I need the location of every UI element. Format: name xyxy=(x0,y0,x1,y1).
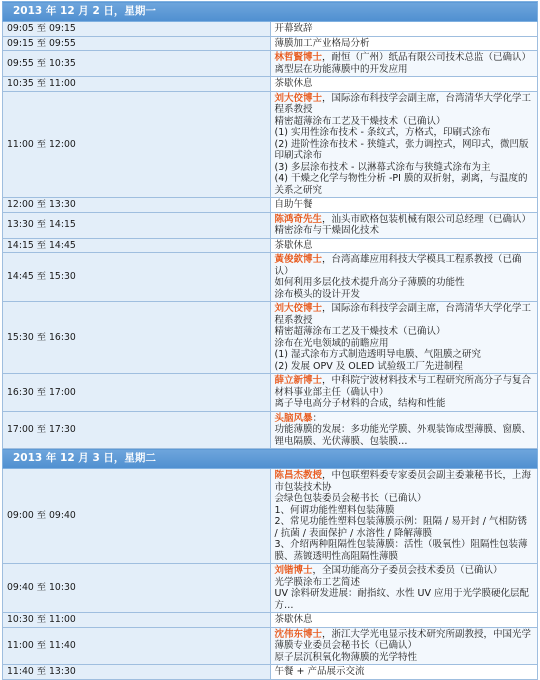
session-line xyxy=(275,303,534,326)
session-line xyxy=(275,588,534,611)
session-line xyxy=(275,240,534,252)
line-text: 2、常见功能性塑料包装薄膜示例：阻隔 / 易开封 / 气相防锈 / 抗菌 / 表面保护 / 水溶性 / 降解薄膜 xyxy=(274,516,528,539)
line-text: ，国际涂布科技学会副主席，台湾清华大学化学工程系教授 xyxy=(274,92,532,115)
line-text: 开幕致辞 xyxy=(274,23,313,34)
line-text: (1) 实用性涂布技术 - 条纹式，方格式，印刷式涂布 xyxy=(274,127,491,138)
session-line xyxy=(275,361,534,373)
session-time: 16:30 至 17:00 xyxy=(3,374,271,412)
session-time: 09:05 至 09:15 xyxy=(3,22,271,37)
session-line xyxy=(275,52,534,64)
session-time: 14:45 至 15:30 xyxy=(3,253,271,302)
day-header-row xyxy=(3,449,538,469)
session-line xyxy=(275,666,534,678)
line-text: ，汕头市欧格包装机械有限公司总经理（已确认） xyxy=(322,213,532,225)
session-content xyxy=(270,36,538,51)
line-text: 1、何谓功能性塑料包装薄膜 xyxy=(274,504,395,516)
session-line xyxy=(275,254,534,277)
line-text: 薄膜加工产业格局分析 xyxy=(274,37,370,49)
line-text: UV 涂料研发进展：耐指纹、水性 UV 应用于光学膜硬化层配方… xyxy=(274,588,529,611)
line-text: 离子导电高分子材料的合成，结构和性能 xyxy=(274,398,446,409)
session-content xyxy=(270,238,538,253)
session-line xyxy=(275,349,534,361)
session-row xyxy=(3,91,538,198)
line-text: 离型层在功能薄膜中的开发应用 xyxy=(274,63,408,75)
session-row xyxy=(3,411,538,449)
session-time: 17:00 至 17:30 xyxy=(3,411,271,449)
line-text: ，台湾高雄应用科技大学模具工程系教授（已确认） xyxy=(274,254,522,277)
session-row xyxy=(3,77,538,92)
session-content xyxy=(270,77,538,92)
session-row xyxy=(3,302,538,374)
session-line xyxy=(275,93,534,116)
day-header: 2013 年 12 月 2 日，星期一 xyxy=(3,2,538,22)
line-text: 精密涂布与干燥固化技术 xyxy=(274,225,380,236)
line-text: ： xyxy=(312,412,323,424)
session-time: 10:30 至 11:00 xyxy=(3,613,271,628)
session-line xyxy=(275,652,534,664)
speaker-name: 薛立新博士 xyxy=(274,375,323,386)
session-line xyxy=(275,38,534,50)
line-text: ，耐恒（广州）纸品有限公司技术总监（已确认） xyxy=(322,52,532,63)
session-row xyxy=(3,198,538,213)
speaker-name: 陈昌杰教授 xyxy=(274,470,323,481)
schedule-table xyxy=(2,1,538,680)
day-header: 2013 年 12 月 3 日，星期二 xyxy=(3,449,538,469)
session-row xyxy=(3,665,538,680)
session-line xyxy=(275,277,534,289)
speaker-name: 黃俊欽博士 xyxy=(274,254,323,265)
session-content xyxy=(270,212,538,238)
conference-schedule xyxy=(2,1,538,680)
session-line xyxy=(275,338,534,350)
session-row xyxy=(3,253,538,302)
line-text: 如何利用多层化技术提升高分子薄膜的功能性 xyxy=(274,277,465,288)
line-text: 茶歇休息 xyxy=(274,78,313,89)
line-text: 精密超薄涂布工艺及干燥技术（已确认） xyxy=(274,115,446,127)
speaker-name: 刘大佼博士 xyxy=(274,92,323,104)
session-row xyxy=(3,51,538,77)
session-time: 09:55 至 10:35 xyxy=(3,51,271,77)
session-row xyxy=(3,613,538,628)
session-content xyxy=(270,198,538,213)
session-row xyxy=(3,238,538,253)
session-line xyxy=(275,516,534,539)
session-content xyxy=(270,411,538,449)
session-line xyxy=(275,139,534,162)
line-text: ，中科院宁波材料技术与工程研究所高分子与复合材料事业部主任（确认中） xyxy=(274,375,532,398)
session-content xyxy=(270,469,538,564)
session-row xyxy=(3,36,538,51)
line-text: 涂布模头的设计开发 xyxy=(274,288,361,300)
session-content xyxy=(270,51,538,77)
session-line xyxy=(275,289,534,301)
session-line xyxy=(275,326,534,338)
session-line xyxy=(275,23,534,35)
line-text: 自助午餐 xyxy=(274,199,313,210)
speaker-name: 刘大佼博士 xyxy=(274,303,323,314)
line-text: 午餐 + 产品展示交流 xyxy=(274,666,365,677)
speaker-name: 沈伟东博士 xyxy=(274,628,323,640)
session-time: 09:00 至 09:40 xyxy=(3,469,271,564)
session-time: 13:30 至 14:15 xyxy=(3,212,271,238)
line-text: 茶歇休息 xyxy=(274,614,313,625)
speaker-name: 刘锴博士 xyxy=(274,565,313,576)
line-text: 功能薄膜的发展：多功能光学膜、外观装饰成型薄膜、窗膜、锂电隔膜、光伏薄膜、包装膜… xyxy=(274,424,532,447)
line-text: (3) 多层涂布技术 - 以淋幕式涂布与狭缝式涂布为主 xyxy=(274,161,491,173)
session-content xyxy=(270,302,538,374)
session-line xyxy=(275,470,534,493)
session-time: 15:30 至 16:30 xyxy=(3,302,271,374)
session-line xyxy=(275,375,534,398)
session-line xyxy=(275,629,534,652)
session-content xyxy=(270,253,538,302)
line-text: (4) 干燥之化学与物性分析 -PI 膜的双折射，剥离，与温度的关系之研究 xyxy=(274,173,528,196)
session-line xyxy=(275,493,534,505)
session-row xyxy=(3,469,538,564)
line-text: 茶歇休息 xyxy=(274,239,313,251)
line-text: (1) 湿式涂布方式制造透明导电膜、气阻膜之研究 xyxy=(274,349,481,360)
session-content xyxy=(270,91,538,198)
session-line xyxy=(275,505,534,517)
session-line xyxy=(275,398,534,410)
session-line xyxy=(275,162,534,174)
session-time: 11:40 至 13:30 xyxy=(3,665,271,680)
session-time: 09:40 至 10:30 xyxy=(3,564,271,613)
session-line xyxy=(275,577,534,589)
session-line xyxy=(275,127,534,139)
session-time: 11:00 至 11:40 xyxy=(3,627,271,665)
line-text: 3、介绍两种阻隔性包装薄膜：活性（吸氧性）阻隔性包装薄膜、蒸镀透明性高阻隔性薄膜 xyxy=(274,539,528,562)
line-text: 精密超薄涂布工艺及干燥技术（已确认） xyxy=(274,326,446,337)
line-text: ，浙江大学光电显示技术研究所副教授，中国光学薄膜专业委员会秘书长（已确认） xyxy=(274,628,532,651)
line-text: ，国际涂布科技学会副主席，台湾清华大学化学工程系教授 xyxy=(274,303,532,326)
session-row xyxy=(3,212,538,238)
session-line xyxy=(275,64,534,76)
speaker-name: 陈鸿奇先生 xyxy=(274,213,323,225)
day-header-row xyxy=(3,2,538,22)
session-row xyxy=(3,22,538,37)
session-time: 12:00 至 13:30 xyxy=(3,198,271,213)
line-text: (2) 进阶性涂布技术 - 狭缝式，张力调控式，网印式，微凹版印刷式涂布 xyxy=(274,138,529,161)
line-text: 会绿色包装委员会秘书长（已确认） xyxy=(274,493,427,504)
session-content xyxy=(270,374,538,412)
schedule-body xyxy=(3,2,538,680)
line-text: 涂布在光电领域的前瞻应用 xyxy=(274,337,389,349)
session-line xyxy=(275,225,534,237)
session-line xyxy=(275,539,534,562)
line-text: (2) 发展 OPV 及 OLED 试验级工厂先进制程 xyxy=(274,360,463,372)
session-time: 09:15 至 09:55 xyxy=(3,36,271,51)
session-line xyxy=(275,424,534,447)
session-line xyxy=(275,214,534,226)
session-line xyxy=(275,78,534,90)
session-time: 14:15 至 14:45 xyxy=(3,238,271,253)
session-row xyxy=(3,374,538,412)
session-content xyxy=(270,564,538,613)
session-content xyxy=(270,613,538,628)
speaker-name: 林哲賢博士 xyxy=(274,52,323,63)
session-content xyxy=(270,627,538,665)
session-row xyxy=(3,627,538,665)
session-line xyxy=(275,199,534,211)
session-time: 11:00 至 12:00 xyxy=(3,91,271,198)
session-line xyxy=(275,116,534,128)
session-content xyxy=(270,22,538,37)
line-text: ，中包联塑料委专家委员会副主委兼秘书长，上海市包装技术协 xyxy=(274,470,532,493)
session-row xyxy=(3,564,538,613)
session-line xyxy=(275,614,534,626)
session-line xyxy=(275,565,534,577)
line-text: ，全国功能高分子委员会技术委员（已确认） xyxy=(312,565,503,576)
line-text: 光学膜涂布工艺简述 xyxy=(274,576,361,588)
session-content xyxy=(270,665,538,680)
speaker-name: 头脑风暴 xyxy=(274,412,313,424)
session-line xyxy=(275,413,534,425)
line-text: 原子层沉积氧化物薄膜的光学特性 xyxy=(274,651,418,663)
session-time: 10:35 至 11:00 xyxy=(3,77,271,92)
session-line xyxy=(275,173,534,196)
